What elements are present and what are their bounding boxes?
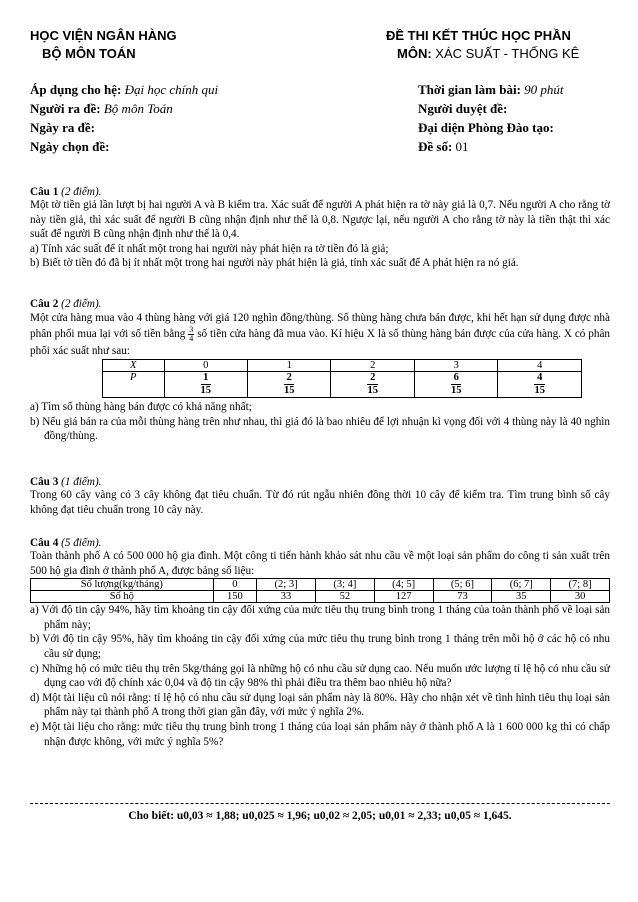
p-label: P (103, 372, 165, 398)
q3-points: (1 điểm). (61, 476, 102, 488)
q1-body: Một tờ tiền giả lần lượt bị hai người A và B kiểm tra. Xác suất để người A phát hiện ra tờ này giả là 0,7. Nếu người A cho rằng tờ này tiền giả, thì xác suất để người B cũng nhận định như thế là 0,8. Ngược lại, nếu người A cho rằng tờ này là tiền thật thì xác suất để người B cũng nhận định như thế là 0,4. (30, 199, 610, 241)
x-value: 1 (248, 360, 331, 372)
q1-title: Câu 1 (30, 186, 59, 198)
q3-title: Câu 3 (30, 476, 59, 488)
code-label: Đề số: (418, 139, 453, 154)
subject-line (397, 46, 579, 61)
q2-fraction (188, 326, 194, 343)
x-value: 3 (414, 360, 497, 372)
apply-value: Đại học chính qui (124, 82, 219, 97)
subject-value: XÁC SUẤT - THỐNG KÊ (435, 46, 580, 61)
question-4 (30, 537, 610, 749)
author-label: Người ra đề: (30, 101, 101, 116)
range-cell: (6; 7] (492, 579, 551, 591)
q2-frac-num: 3 (189, 325, 194, 334)
approver-label: Người duyệt đề: (418, 101, 508, 116)
q4-part-e: e) Một tài liệu cho rằng: mức tiêu thụ trung bình trong 1 tháng của loại sản phẩm này ở thành phố A là 1 600 000 kg thì có chấp nhận được không, với mức ý nghĩa 5%? (30, 720, 610, 748)
question-4-title (30, 537, 610, 549)
time-label: Thời gian làm bài: (418, 82, 521, 97)
question-3 (30, 476, 610, 517)
question-3-title (30, 476, 610, 488)
q2-points: (2 điểm). (61, 298, 102, 310)
range-cell: (5; 6] (433, 579, 492, 591)
q2-title: Câu 2 (30, 298, 59, 310)
p-value: $\frac{4}{15}$ (498, 372, 582, 398)
author-value: Bộ môn Toán (103, 101, 173, 116)
code-line (418, 139, 469, 155)
count-cell: 35 (492, 591, 551, 603)
q4-body: Toàn thành phố A có 500 000 hộ gia đình. Một công ti tiến hành khảo sát nhu cầu về một loại sản phẩm do công ti sản xuất trên 500 hộ gia đình ở thành phố A, được bảng số liệu: (30, 550, 610, 577)
apply-line (30, 82, 218, 98)
department-name: BỘ MÔN TOÁN (42, 46, 136, 61)
choose-date-label: Ngày chọn đề: (30, 139, 110, 154)
x-value: 0 (164, 360, 247, 372)
count-cell: 30 (551, 591, 610, 603)
question-1 (30, 186, 610, 271)
question-2-title (30, 298, 610, 310)
q4-part-a: a) Với độ tin cậy 94%, hãy tìm khoảng tin cậy đối xứng của mức tiêu thụ trung bình trong 1 tháng của toàn thành phố về loại sản phẩm này; (30, 604, 610, 631)
time-value: 90 phút (524, 82, 564, 97)
table-row-p (103, 372, 582, 398)
q2-body-part2: số tiền cửa hàng đã mua vào. Kí hiệu X là số thùng hàng bán được của cửa hàng. X có phân phối xác suất như sau: (30, 328, 611, 357)
count-cell: 73 (433, 591, 492, 603)
p-value: $\frac{6}{15}$ (414, 372, 497, 398)
x-label: X (103, 360, 165, 372)
rep-label: Đại diện Phòng Đào tạo: (418, 120, 554, 135)
p-value: $\frac{1}{15}$ (164, 372, 247, 398)
date-label: Ngày ra đề: (30, 120, 95, 135)
table-row-counts (31, 591, 610, 603)
x-value: 2 (331, 360, 414, 372)
table-row-ranges (31, 579, 610, 591)
time-line (418, 82, 564, 98)
range-cell: 0 (213, 579, 257, 591)
q1-points: (2 điểm). (61, 186, 102, 198)
author-line (30, 101, 173, 117)
question-1-title (30, 186, 610, 198)
q2-frac-den: 4 (189, 334, 194, 343)
exam-title: ĐỀ THI KẾT THÚC HỌC PHẦN (386, 28, 571, 43)
divider (30, 803, 610, 804)
q3-body: Trong 60 cây vàng có 3 cây không đạt tiêu chuẩn. Từ đó rút ngẫu nhiên đồng thời 10 cây để kiểm tra. Tìm trung bình số cây không đạt tiêu chuẩn trong 10 cây này. (30, 489, 610, 516)
q4-title: Câu 4 (30, 537, 59, 549)
count-cell: 150 (213, 591, 257, 603)
survey-table (30, 578, 610, 603)
count-cell: 127 (374, 591, 433, 603)
q4-points: (5 điểm). (61, 537, 102, 549)
counts-label: Số hộ (31, 591, 214, 603)
range-cell: (7; 8] (551, 579, 610, 591)
p-value: $\frac{2}{15}$ (248, 372, 331, 398)
code-value: 01 (455, 139, 469, 154)
count-cell: 33 (257, 591, 316, 603)
apply-label: Áp dụng cho hệ: (30, 82, 122, 97)
q4-part-c: c) Những hộ có mức tiêu thụ trên 5kg/tháng gọi là những hộ có nhu cầu sử dụng cao. Nếu muốn ước lượng tỉ lệ hộ có nhu cầu sử dụng cao với độ chính xác 0,04 và độ tin cậy 98% thì phải điều tra thêm bao nhiêu hộ nữa? (30, 662, 610, 690)
q2-part-a: a) Tìm số thùng hàng bán được có khả năng nhất; (30, 401, 252, 413)
table-row-x (103, 360, 582, 372)
p-value: $\frac{2}{15}$ (331, 372, 414, 398)
q4-part-b: b) Với độ tin cậy 95%, hãy tìm khoảng tin cậy đối xứng của mức tiêu thụ trung bình trong 1 tháng trên mỗi hộ ở các hộ có nhu cầu sử dụng; (30, 633, 610, 660)
distribution-table (102, 359, 582, 398)
q2-body (30, 310, 610, 359)
count-cell: 52 (315, 591, 374, 603)
q4-part-d: d) Một tài liệu cũ nói rằng: tỉ lệ hộ có nhu cầu sử dụng loại sản phẩm này là 80%. Hãy cho nhận xét về tình hình tiêu thụ loại sản phẩm này tại thành phố A trong thời gian gần đây, với mức ý nghĩa 2%. (30, 691, 610, 719)
q2-part-b: b) Nếu giá bán ra của mỗi thùng hàng trên như nhau, thì giá đó là bao nhiêu để lợi nhuận kì vọng đối với 4 thùng này là 40 nghìn đồng/thùng. (30, 415, 610, 443)
q1-part-b: b) Biết tờ tiền đó đã bị ít nhất một trong hai người này phát hiện là giả, tính xác suất để A phát hiện ra nó giả. (30, 257, 519, 270)
subject-label: MÔN: (397, 46, 432, 61)
q1-part-a: a) Tính xác suất để ít nhất một trong hai người này phát hiện ra tờ tiền đó là giả; (30, 242, 389, 255)
ranges-label: Số lượng(kg/tháng) (31, 579, 214, 591)
institution-name: HỌC VIỆN NGÂN HÀNG (30, 28, 177, 43)
q2-body-part1: Một cửa hàng mua vào 4 thùng hàng với giá 120 nghìn đồng/thùng. Số thùng hàng chưa bán được, khi hết hạn sử dụng được nhà phân phối mua lại với số tiền bằng (30, 312, 610, 341)
question-2 (30, 298, 610, 444)
range-cell: (4; 5] (374, 579, 433, 591)
x-value: 4 (498, 360, 582, 372)
range-cell: (3; 4] (315, 579, 374, 591)
given-values: Cho biết: u0,03 ≈ 1,88; u0,025 ≈ 1,96; u0,02 ≈ 2,05; u0,01 ≈ 2,33; u0,05 ≈ 1,645. (128, 810, 512, 822)
range-cell: (2; 3] (257, 579, 316, 591)
